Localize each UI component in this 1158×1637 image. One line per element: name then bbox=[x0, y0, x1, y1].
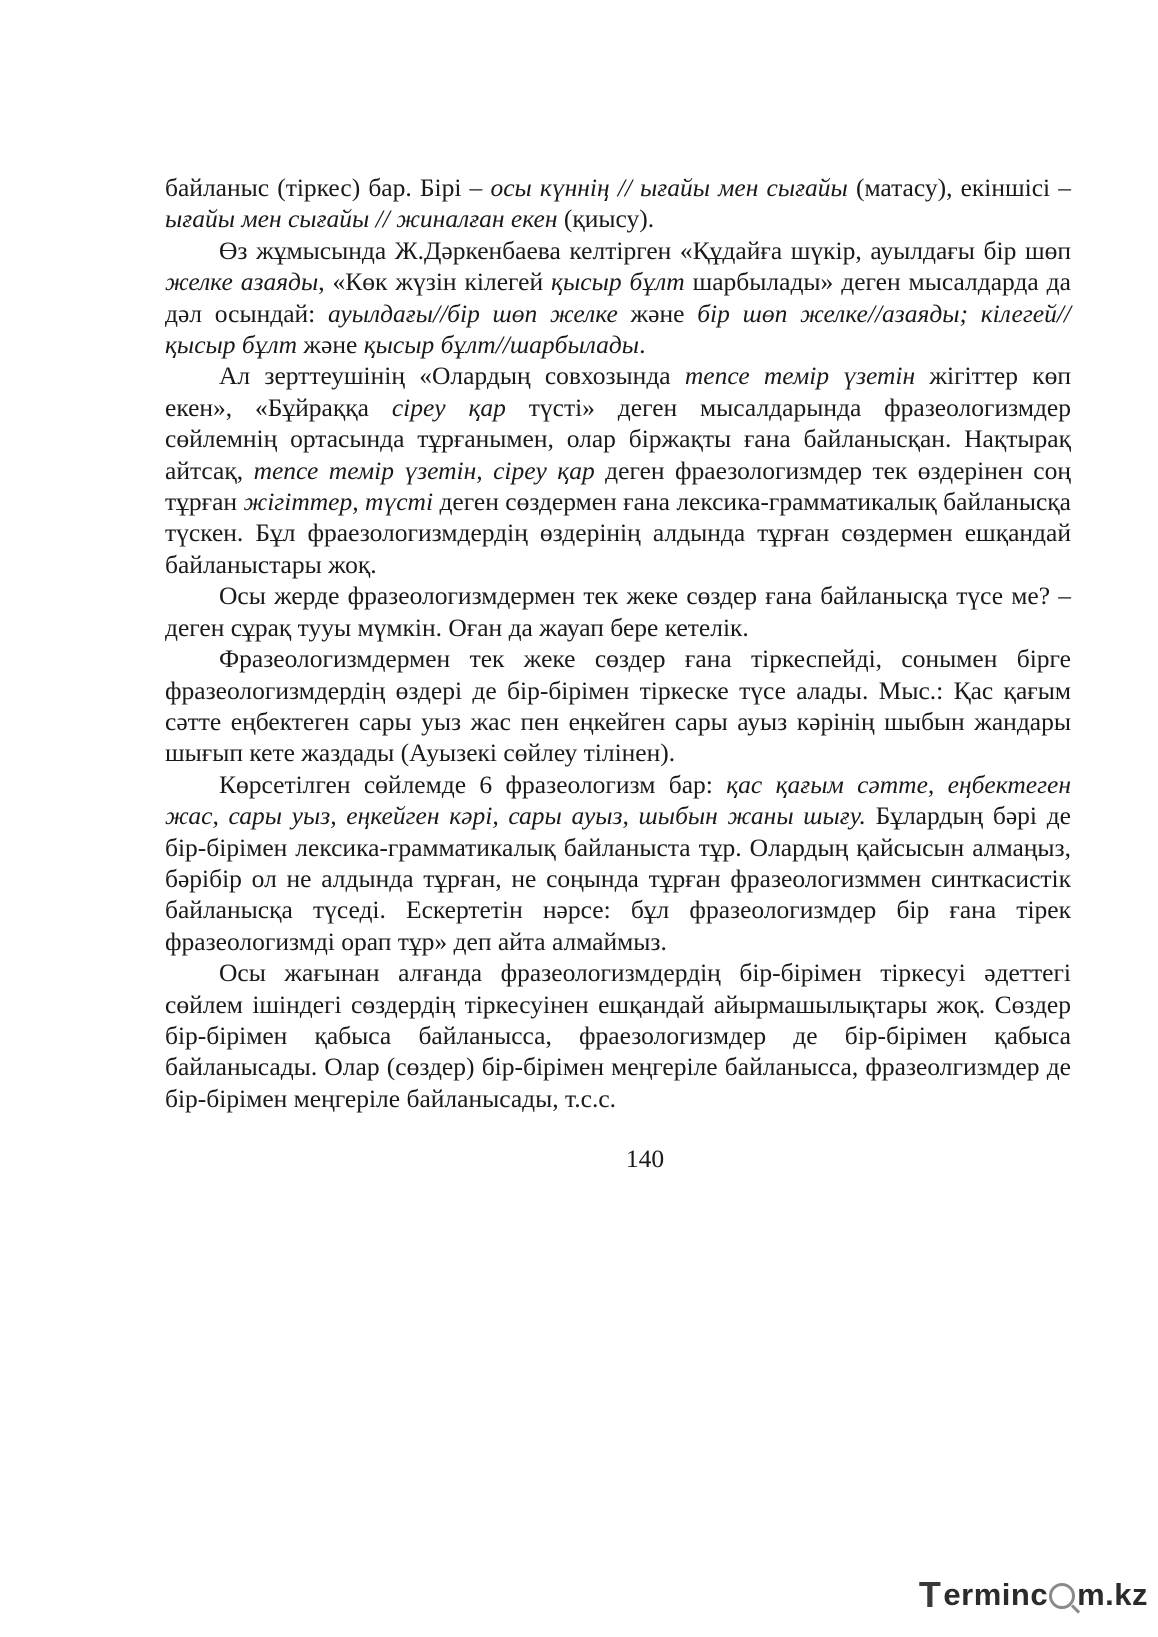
italic-run: тепсе темір үзетін bbox=[684, 361, 916, 391]
italic-run: сіреу қар bbox=[391, 392, 506, 422]
termincom-logo bbox=[919, 1573, 1148, 1617]
logo-letter-t: T bbox=[918, 1574, 942, 1615]
italic-run: қас қағым сәтте, еңбектеген жас, сары уыз, еңкейген кәрі, сары ауыз, шыбын жаны шығу. bbox=[165, 769, 1071, 831]
italic-run: тепсе темір үзетін, сіреу қар bbox=[253, 455, 595, 485]
text-run: Осы жерде фразеологизмдермен тек жеке сөздер ғана байланысқа түсе ме? – деген сұрақ тууы мүмкін. Оған да жауап бере кетелік. bbox=[165, 581, 1071, 642]
paragraph bbox=[165, 172, 1071, 235]
text-run: , «Көк жүзін кілегей bbox=[318, 267, 552, 297]
italic-run: жігіттер, түсті bbox=[243, 487, 434, 517]
text-run: байланыс (тіркес) бар. Бірі – bbox=[165, 173, 491, 202]
magnifier-icon bbox=[1049, 1583, 1075, 1609]
text-run: (қиысу). bbox=[557, 204, 655, 234]
italic-run: ауылдағы//бір шөп желке bbox=[328, 298, 618, 328]
italic-run: желке азаяды bbox=[165, 267, 319, 297]
text-run: жігіттер көп екен», «Бұйраққа bbox=[165, 361, 1072, 422]
logo-text-part2: m.kz bbox=[1077, 1577, 1148, 1612]
paragraph bbox=[165, 580, 1071, 643]
text-run: . bbox=[639, 330, 646, 360]
text-run: Фразеологизмдермен тек жеке сөздер ғана тіркеспейді, сонымен бірге фразеологизмдердің өздері де бір-бірімен тіркеске түсе алады. Мыс.: Қас қағым сәтте еңбектеген сары уыз жас пен еңкейген сары ауыз кәрінің шыбын жандары шығып кете жаздады (Ауызекі сөйлеу тілінен). bbox=[165, 644, 1071, 768]
italic-run: қысыр бұлт//шарбылады bbox=[363, 330, 640, 360]
italic-run: бір шөп желке//азаяды; кілегей//қысыр бұлт bbox=[165, 298, 1072, 360]
text-run: Көрсетілген сөйлемде 6 фразеологизм бар: bbox=[219, 769, 727, 799]
paragraph bbox=[165, 769, 1071, 957]
text-run: және bbox=[617, 298, 698, 328]
text-run: (матасу), екіншісі – bbox=[847, 173, 1072, 202]
paragraph bbox=[165, 235, 1071, 361]
text-run: деген фраезологизмдер тек өздерінен соң тұрған bbox=[165, 455, 1072, 517]
text-run: Осы жағынан алғанда фразеологизмдердің бір-бірімен тіркесуі әдеттегі сөйлем ішіндегі сөздердің тіркесуінен ешқандай айырмашылықтары жоқ. Сөздер бір-бірімен қабыса байланысса, фраезологизмдер де бір-бірімен қабыса байланысады. Олар (сөздер) бір-бірімен меңгеріле байланысса, фразеолгизмдер де бір-бірімен меңгеріле байланысады, т.с.с. bbox=[165, 958, 1071, 1113]
text-run: деген сөздермен ғана лексика-грамматикалық байланысқа түскен. Бұл фраезологизмдердің өздерінің алдында тұрған сөздермен ешқандай байланыстары жоқ. bbox=[165, 487, 1071, 579]
text-run: шарбылады» деген мысалдарда да дәл осындай: bbox=[165, 267, 1071, 328]
text-run: Ал зерттеушінің «Олардың совхозында bbox=[219, 361, 685, 391]
italic-run: қысыр бұлт bbox=[551, 267, 685, 297]
text-run: Өз жұмысында Ж.Дәркенбаева келтірген «Құдайға шүкір, ауылдағы бір шөп bbox=[219, 235, 1071, 265]
document-body bbox=[165, 172, 1071, 1114]
logo-text-part1: erminc bbox=[943, 1577, 1049, 1612]
text-run: түсті» деген мысалдарында фразеологизмдер сөйлемнің ортасында тұрғанымен, олар біржақты ғана байланысқан. Нақтырақ айтсақ, bbox=[165, 392, 1072, 485]
text-run: Бұлардың бәрі де бір-бірімен лексика-грамматикалық байланыста тұр. Олардың қайсысын алмаңыз, бәрібір ол не алдында тұрған, не соңында тұрған фразеологизммен синткасистік байланысқа түседі. Ескертетін нәрсе: бұл фразеологизмдер бір ғана тірек фразеологизмді орап тұр» деп айта алмаймыз. bbox=[165, 801, 1071, 956]
italic-run: осы күннің // ығайы мен сығайы bbox=[490, 173, 848, 202]
paragraph bbox=[165, 957, 1071, 1114]
text-run: және bbox=[297, 330, 364, 360]
paragraph bbox=[165, 643, 1071, 769]
italic-run: ығайы мен сығайы // жиналған екен bbox=[165, 204, 558, 234]
page-number: 140 bbox=[625, 1144, 665, 1173]
paragraph bbox=[165, 360, 1071, 580]
